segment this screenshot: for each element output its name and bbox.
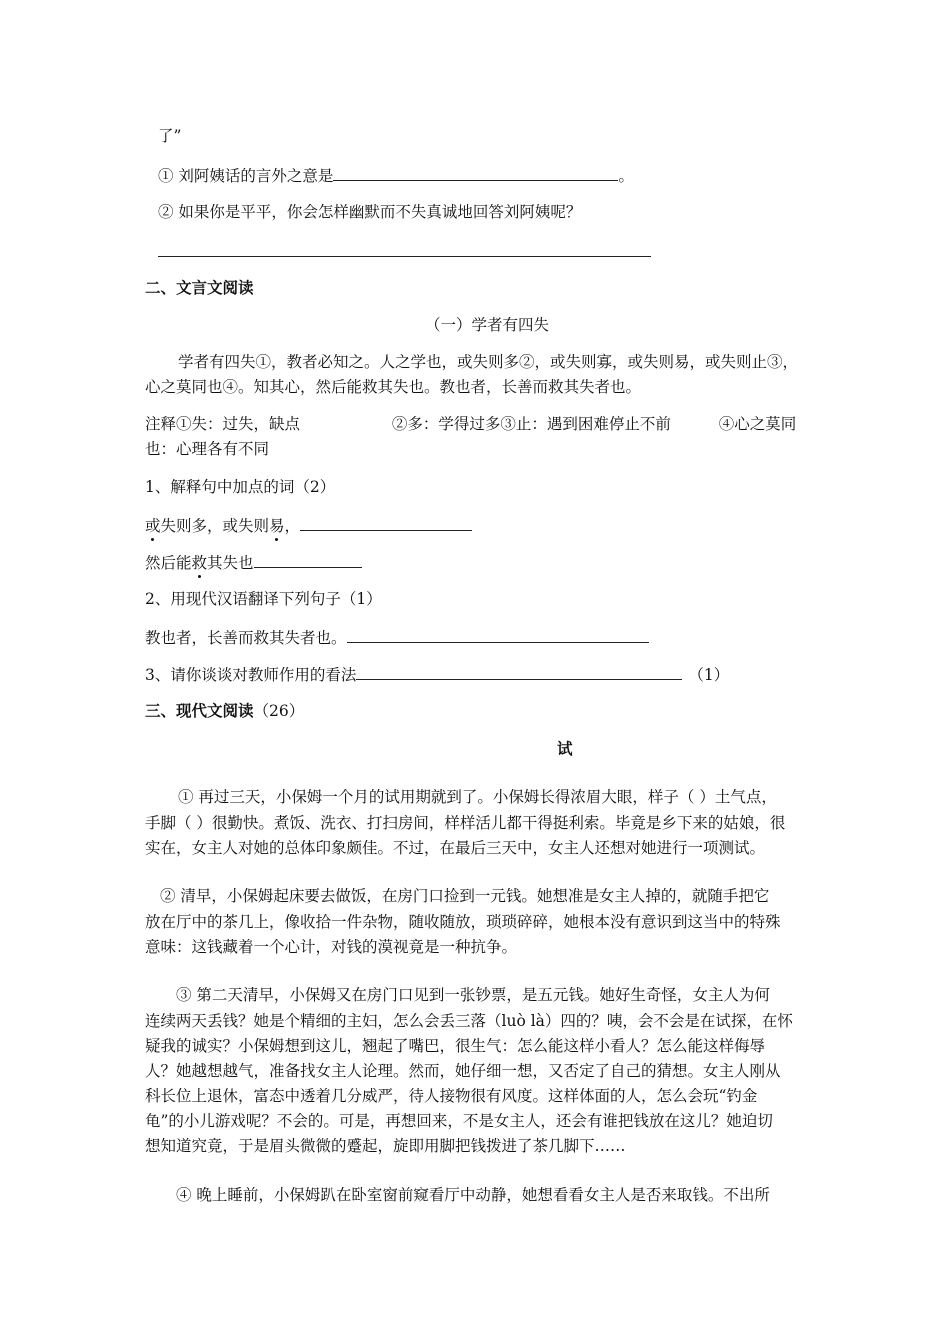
question-1: 1、解释句中加点的词（2）: [145, 478, 336, 496]
question-1b: [145, 551, 362, 573]
question-2a: [145, 626, 649, 648]
section-2-heading: 二、文言文阅读: [145, 279, 254, 297]
dotted-char: 救: [191, 554, 208, 572]
classical-text-line-1: 学者有四失①，教者必知之。人之学也，或失则多②，或失则寡，或失则易，或失则止③，: [178, 353, 799, 371]
section-2-title: （一）学者有四失: [425, 316, 550, 334]
question-1a: [145, 514, 472, 536]
note-4: ④心之莫同: [718, 415, 797, 433]
question-3-score: （1）: [688, 666, 730, 684]
question-1a-text: 失则多，或失则: [160, 517, 270, 535]
paragraph-3-line-2: 连续两天丢钱？她是个精细的主妇，怎么会丢三落（luò là）四的？咦，会不会是在试探，在怀: [145, 1012, 793, 1030]
dotted-char: 或: [145, 517, 161, 535]
paragraph-3-line-6: 龟”的小儿游戏呢？不会的。可是，再想回来，不是女主人，还会有谁把钱放在这儿？她迫切: [145, 1112, 773, 1130]
answer-blank-1[interactable]: [333, 164, 618, 181]
paragraph-3-line-1: ③ 第二天清早，小保姆又在房门口见到一张钞票，是五元钱。她好生奇怪，女主人为何: [176, 986, 770, 1004]
question-1a-comma: ，: [284, 517, 301, 535]
question-1b-text-end: 其失也: [207, 554, 254, 572]
dotted-char: 易: [269, 517, 285, 535]
answer-blank-2[interactable]: [158, 256, 651, 257]
answer-blank-q1b[interactable]: [254, 551, 362, 568]
article-title: 试: [557, 740, 573, 758]
classical-text-line-2: 心之莫同也④。知其心，然后能救其失也。教也者，长善而救其失者也。: [145, 378, 642, 396]
question-3-text: 3、请你谈谈对教师作用的看法: [145, 666, 357, 684]
question-2a-text: 教也者，长善而救其失者也。: [145, 629, 347, 647]
section-3-heading: [145, 701, 304, 721]
section-3-heading-text: 三、现代文阅读: [145, 702, 254, 720]
note-1: 注释①失：过失，缺点: [145, 415, 301, 433]
paragraph-2-line-1: ② 清早，小保姆起床要去做饭，在房门口捡到一元钱。她想准是女主人掉的，就随手把它: [160, 887, 770, 905]
note-line-2: 也：心理各有不同: [145, 440, 270, 458]
question-item-1-text: ① 刘阿姨话的言外之意是: [158, 167, 334, 185]
question-2: 2、用现代汉语翻译下列句子（1）: [145, 590, 382, 608]
question-item-1-end: 。: [618, 167, 634, 185]
question-1b-text: 然后能: [145, 554, 192, 572]
paragraph-1-line-3: 实在，女主人对她的总体印象颇佳。不过，在最后三天中，女主人还想对她进行一项测试。: [145, 839, 766, 857]
paragraph-1-line-1: ① 再过三天，小保姆一个月的试用期就到了。小保姆长得浓眉大眼，样子（ ）土气点，: [178, 788, 777, 806]
paragraph-2-line-2: 放在厅中的茶几上，像收拾一件杂物，随收随放，琐琐碎碎，她根本没有意识到这当中的特殊: [145, 913, 781, 931]
paragraph-3-line-7: 想知道究竟，于是眉头微微的蹙起，旋即用脚把钱拨进了茶几脚下……: [145, 1137, 626, 1155]
answer-blank-q3[interactable]: [356, 663, 682, 680]
paragraph-1-line-2: 手脚（ ）很勤快。煮饭、洗衣、打扫房间，样样活儿都干得挺利索。毕竟是乡下来的姑娘，很: [145, 814, 786, 832]
paragraph-4-line-1: ④ 晚上睡前，小保姆趴在卧室窗前窥看厅中动静，她想看看女主人是否来取钱。不出所: [176, 1186, 770, 1204]
question-item-1: [158, 164, 634, 186]
paragraph-3-line-4: 人？她越想越气，准备找女主人论理。然而，她仔细一想，又否定了自己的猜想。女主人刚从: [145, 1062, 781, 1080]
paragraph-3-line-5: 科长位上退休，富态中透着几分威严，待人接物很有风度。这样体面的人，怎么会玩“钓金: [145, 1087, 758, 1105]
paragraph-2-line-3: 意味：这钱藏着一个心计，对钱的漠视竟是一种抗争。: [145, 938, 518, 956]
answer-blank-q2[interactable]: [347, 626, 649, 643]
question-tail: 了”: [158, 127, 182, 145]
section-3-score: （26）: [253, 702, 305, 720]
answer-blank-q1a[interactable]: [300, 514, 472, 531]
note-2-3: ②多：学得过多③止：遇到困难停止不前: [391, 415, 671, 433]
note-line-1: [145, 414, 796, 434]
question-3: [145, 663, 729, 685]
question-item-2: ② 如果你是平平，你会怎样幽默而不失真诚地回答刘阿姨呢？: [158, 203, 582, 221]
paragraph-3-line-3: 疑我的诚实？小保姆想到这儿，翘起了嘴巴，很生气：怎么能这样小看人？怎么能这样侮辱: [145, 1037, 766, 1055]
